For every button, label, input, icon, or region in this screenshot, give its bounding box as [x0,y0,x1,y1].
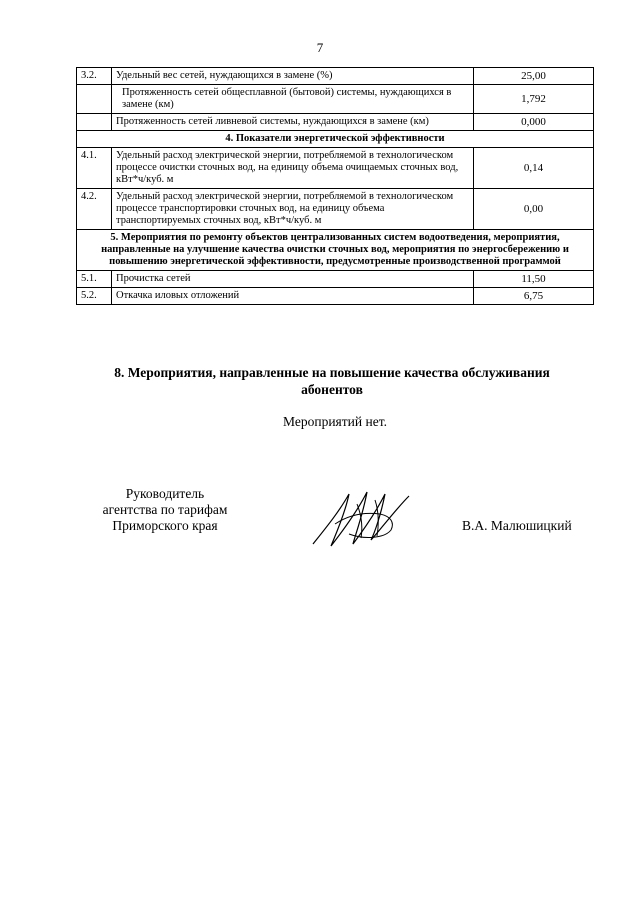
signer-title-line-1: Руководитель [125,486,205,501]
section-title: 4. Показатели энергетической эффективности [77,131,594,148]
row-number: 3.2. [77,68,112,85]
table-row [77,148,594,189]
table-row [77,114,594,131]
table-row [77,85,594,114]
page-number: 7 [316,40,324,55]
signer-title-line-2: агентства по тарифам [102,502,228,517]
row-number: 4.1. [77,148,112,189]
section-title: 5. Мероприятия по ремонту объектов централизованных систем водоотведения, мероприятия, направленные на улучшение качества очистки сточных вод, мероприятия по энергосбережению и повышению энергетической эффективности, предусмотренные производственной программой [77,230,594,271]
table-section-row [77,230,594,271]
signer-name: В.А. Малюшицкий [462,518,572,533]
handwritten-signature [305,484,415,554]
no-measures-text: Мероприятий нет. [283,414,387,429]
table-row [77,68,594,85]
indicator-name: Удельный расход электрической энергии, потребляемой в технологическом процессе транспортировки сточных вод, на единицу объема транспортируемых сточных вод, кВт*ч/куб. м [112,189,474,230]
indicator-value: 0,00 [474,189,594,230]
table-row [77,288,594,305]
indicator-value: 25,00 [474,68,594,85]
indicator-value: 6,75 [474,288,594,305]
signer-title-line-3: Приморского края [112,518,218,533]
indicator-name: Откачка иловых отложений [112,288,474,305]
indicator-value: 1,792 [474,85,594,114]
indicator-value: 11,50 [474,271,594,288]
row-number [77,85,112,114]
table-row [77,271,594,288]
row-number: 5.1. [77,271,112,288]
indicator-name: Прочистка сетей [112,271,474,288]
indicator-value: 0,14 [474,148,594,189]
indicators-table-body [77,68,594,305]
indicator-name: Удельный вес сетей, нуждающихся в замене (%) [112,68,474,85]
row-number: 4.2. [77,189,112,230]
table-row [77,189,594,230]
row-number [77,114,112,131]
signer-title [70,486,260,534]
table-section-row [77,131,594,148]
indicators-table [76,67,594,305]
indicator-name: Протяженность сетей ливневой системы, нуждающихся в замене (км) [112,114,474,131]
indicator-name: Протяженность сетей общесплавной (бытовой) системы, нуждающихся в замене (км) [112,85,474,114]
indicator-name: Удельный расход электрической энергии, потребляемой в технологическом процессе очистки сточных вод, на единицу объема очищаемых сточных вод, кВт*ч/куб. м [112,148,474,189]
row-number: 5.2. [77,288,112,305]
indicator-value: 0,000 [474,114,594,131]
section-8-heading: 8. Мероприятия, направленные на повышение качества обслуживания абонентов [114,365,550,397]
